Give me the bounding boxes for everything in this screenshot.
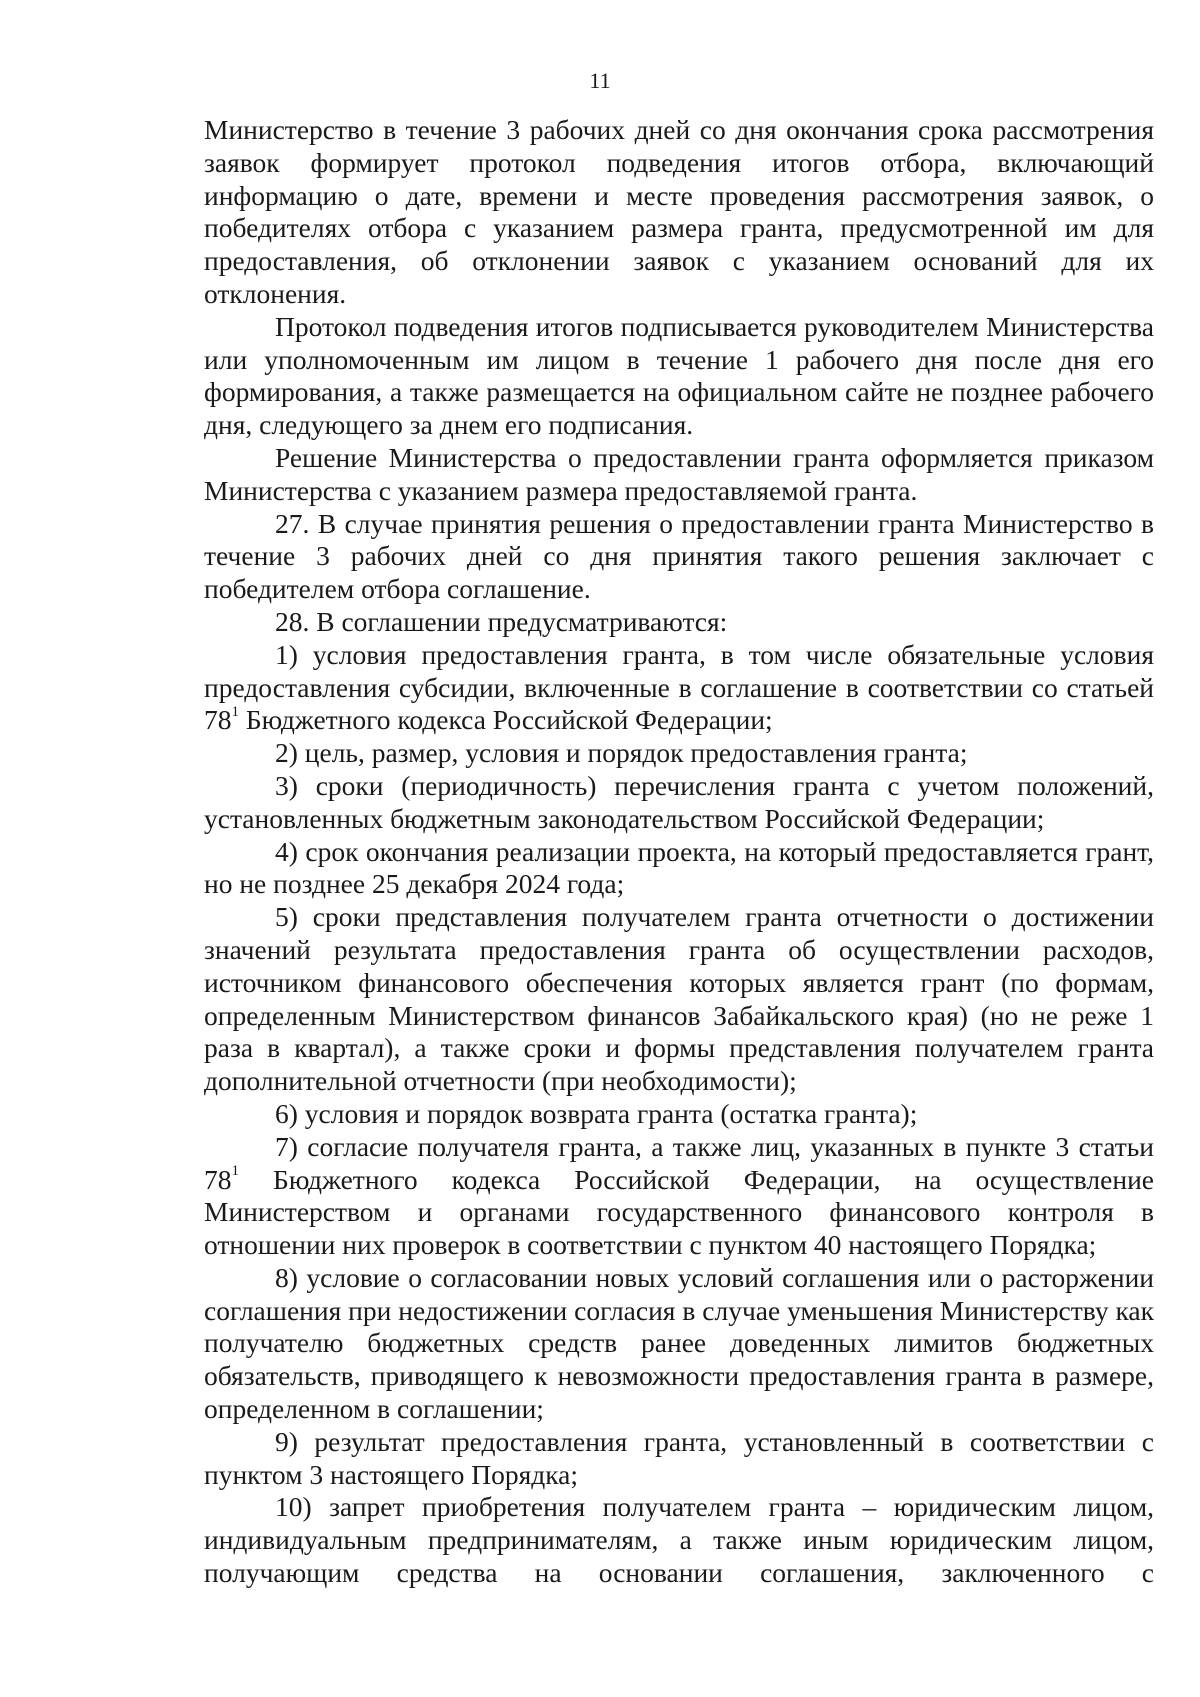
- paragraph-ministry-decision: Решение Министерства о предоставлении гранта оформляется приказом Министерства с указанием размера предоставляемой гранта.: [204, 441, 1154, 506]
- list-item-3: 3) сроки (периодичность) перечисления гранта с учетом положений, установленных бюджетным законодательством Российской Федерации;: [204, 769, 1154, 834]
- list-item-1-text-end: Бюджетного кодекса Российской Федерации;: [239, 704, 773, 736]
- paragraph-protocol-formation: Министерство в течение 3 рабочих дней со дня окончания срока рассмотрения заявок формирует протокол подведения итогов отбора, включающий информацию о дате, времени и месте проведения рассмотрения заявок, о победителях отбора с указанием размера гранта, предусмотренной им для предоставления, об отклонении заявок с указанием оснований для их отклонения.: [204, 114, 1154, 309]
- list-item-7-text-end: Бюджетного кодекса Российской Федерации, на осуществление Министерством и органами государственного финансового контроля в отношении них проверок в соответствии с пунктом 40 настоящего Порядка;: [204, 1163, 1154, 1261]
- list-item-6: 6) условия и порядок возврата гранта (остатка гранта);: [275, 1097, 918, 1129]
- list-item-8: 8) условие о согласовании новых условий соглашения или о расторжении соглашения при недостижении согласия в случае уменьшения Министерству как получателю бюджетных средств ранее доведенных лимитов бюджетных обязательств, приводящего к невозможности предоставления гранта в размере, определенном в соглашении;: [204, 1261, 1154, 1425]
- paragraph-protocol-signing: Протокол подведения итогов подписывается руководителем Министерства или уполномоченным им лицом в течение 1 рабочего дня после дня его формирования, а также размещается на официальном сайте не позднее рабочего дня, следующего за днем его подписания.: [204, 310, 1154, 441]
- superscript: 1: [231, 704, 239, 721]
- list-item-5: 5) сроки представления получателем гранта отчетности о достижении значений результата предоставления гранта об осуществлении расходов, источником финансового обеспечения которых является грант (по формам, определенным Министерством финансов Забайкальского края) (но не реже 1 раза в квартал), а также сроки и формы представления получателем гранта дополнительной отчетности (при необходимости);: [204, 901, 1154, 1097]
- paragraph-item-27: 27. В случае принятия решения о предоставлении гранта Министерство в течение 3 рабочих дней со дня принятия такого решения заключает с победителем отбора соглашение.: [204, 507, 1154, 605]
- list-item-7: [204, 1131, 1154, 1262]
- list-item-1: [204, 639, 1154, 737]
- superscript: 1: [231, 1163, 239, 1180]
- paragraph-item-28: 28. В соглашении предусматриваются:: [275, 605, 728, 637]
- list-item-10: 10) запрет приобретения получателем гранта – юридическим лицом, индивидуальным предпринимателям, а также иным юридическим лицом, получающим средства на основании соглашения, заключенного с: [204, 1491, 1154, 1589]
- list-item-4: 4) срок окончания реализации проекта, на который предоставляется грант, но не позднее 25 декабря 2024 года;: [204, 835, 1154, 900]
- list-item-7-text: 7) согласие получателя гранта, а также лиц, указанных в пункте 3 статьи 78: [204, 1130, 1154, 1195]
- document-body: [204, 114, 1154, 1590]
- page-number: 11: [589, 68, 611, 93]
- list-item-1-text: 1) условия предоставления гранта, в том числе обязательные условия предоставления субсидии, включенные в соглашение в соответствии со статьей 78: [204, 638, 1154, 736]
- list-item-2: 2) цель, размер, условия и порядок предоставления гранта;: [275, 737, 968, 769]
- list-item-9: 9) результат предоставления гранта, установленный в соответствии с пунктом 3 настоящего Порядка;: [204, 1425, 1154, 1490]
